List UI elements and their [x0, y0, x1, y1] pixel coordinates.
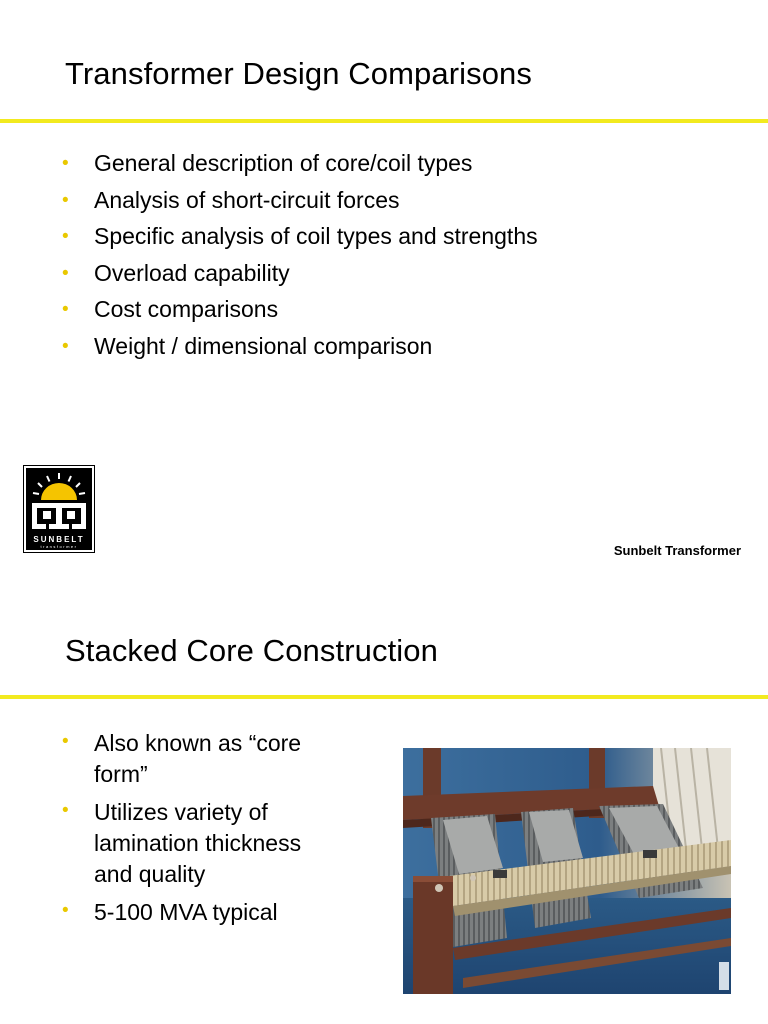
- slide-2: [0, 580, 768, 1024]
- bullet-dot-icon: •: [62, 335, 69, 357]
- slide-1-bullet-list: [62, 150, 538, 370]
- slide-2-title: Stacked Core Construction: [65, 633, 438, 668]
- bullet-dot-icon: •: [62, 731, 69, 752]
- sunbelt-logo: [23, 465, 95, 553]
- bullet-dot-icon: •: [62, 226, 69, 248]
- bullet-dot-icon: •: [62, 262, 69, 284]
- bullet-dot-icon: •: [62, 299, 69, 321]
- svg-text:transformer: transformer: [40, 544, 78, 549]
- bullet-dot-icon: •: [62, 800, 69, 821]
- bullet-item: • 5-100 MVA typical: [62, 899, 278, 925]
- bullet-item: • Also known as “core form”: [62, 730, 302, 787]
- title-rule: [0, 695, 768, 699]
- bullet-item: • Specific analysis of coil types and strengths: [62, 223, 538, 250]
- slide-1-title: Transformer Design Comparisons: [65, 56, 533, 91]
- bullet-item: • Overload capability: [62, 259, 290, 286]
- bullet-item: • General description of core/coil types: [62, 150, 473, 176]
- bullet-dot-icon: •: [62, 900, 69, 921]
- stacked-core-photo: [403, 748, 731, 994]
- bullet-item: • Utilizes variety of lamination thickness and quality: [62, 799, 302, 887]
- svg-text:SUNBELT: SUNBELT: [33, 535, 85, 544]
- slide-2-bullet-list: [62, 728, 342, 935]
- title-rule: [0, 119, 768, 123]
- bullet-item: • Analysis of short-circuit forces: [62, 186, 400, 213]
- bullet-item: • Cost comparisons: [62, 296, 279, 323]
- bullet-item: • Weight / dimensional comparison: [62, 332, 433, 359]
- footer-company: Sunbelt Transformer: [613, 543, 741, 558]
- bullet-dot-icon: •: [62, 153, 69, 174]
- bullet-dot-icon: •: [62, 189, 69, 211]
